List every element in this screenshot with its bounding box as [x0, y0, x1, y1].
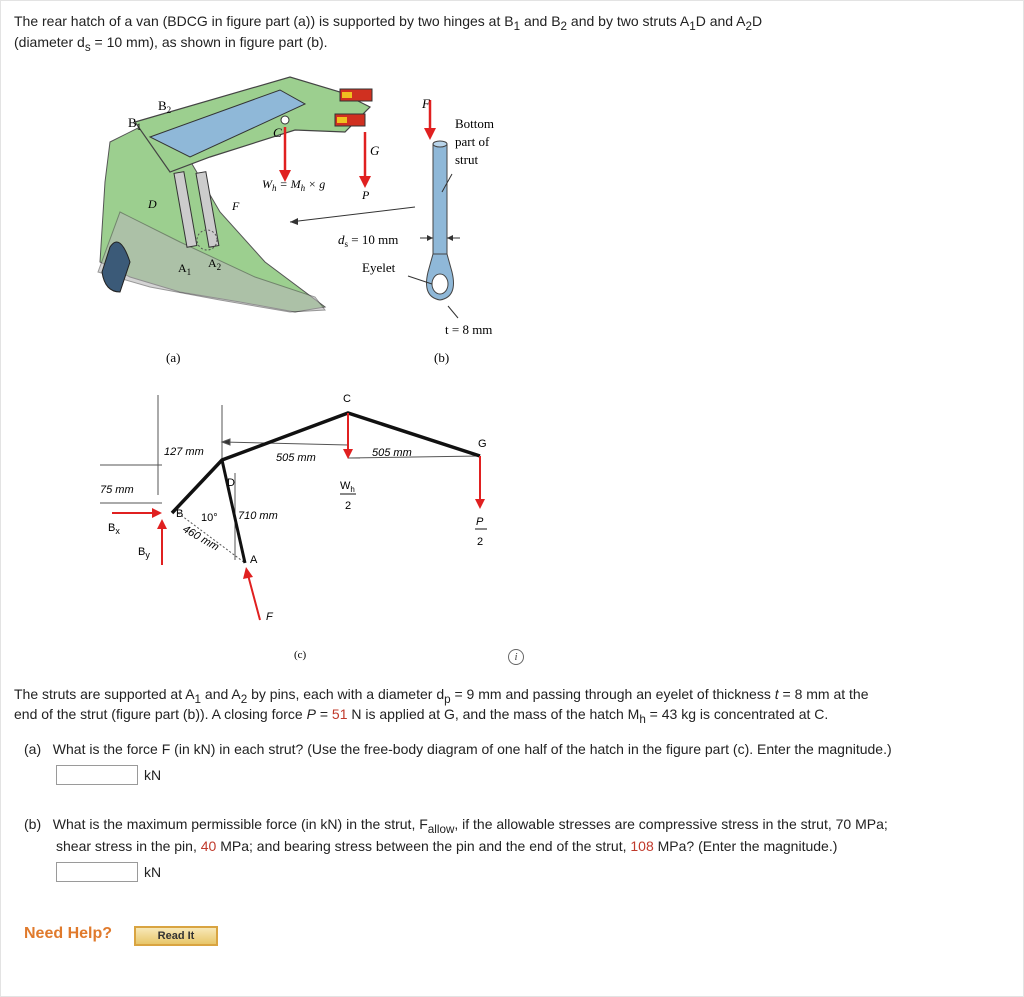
label-a2: $A_2$: [208, 256, 222, 272]
bearing-value: 108: [630, 838, 654, 854]
label-weight: $W_h = M_h \times g$: [262, 177, 326, 193]
strut-label-3: strut: [455, 152, 479, 167]
answer-b-unit: kN: [144, 864, 162, 880]
label-ds: $d_s = 10$ mm: [338, 232, 399, 249]
dim-75: 75 mm: [100, 484, 134, 496]
dim-710: 710 mm: [238, 510, 278, 522]
label-p-den: 2: [477, 536, 484, 548]
fbd-label-d: D: [227, 477, 235, 489]
figure-a-b: [90, 62, 530, 372]
label-p-half: P: [476, 516, 484, 528]
fbd-label-g: G: [478, 438, 487, 450]
label-eyelet: Eyelet: [362, 260, 396, 275]
van-illustration: [98, 77, 372, 312]
label-bx: $B_x$: [108, 522, 120, 536]
answer-b-row: [56, 862, 161, 882]
label-a1: $A_1$: [178, 261, 192, 277]
label-b1: $B_1$: [128, 115, 142, 132]
label-thickness: t = 8 mm: [445, 322, 493, 337]
answer-a-unit: kN: [144, 767, 162, 783]
answer-b-input[interactable]: [56, 862, 138, 882]
intro-line-1: The rear hatch of a van (BDCG in figure part (a)) is supported by two hinges at $B_1$ and $B_2$ and by two struts $A_1D$ and $A_2D$: [14, 13, 763, 33]
question-b-line-2: shear stress in the pin, 40 MPa; and bearing stress between the pin and the end of the strut, 108 MPa? (Enter the magnitude.): [56, 838, 838, 854]
dim-127: 127 mm: [164, 446, 204, 458]
question-a: (a) What is the force F (in kN) in each strut? (Use the free-body diagram of one half of the hatch in the figure part (c). Enter the magnitude.): [24, 741, 892, 757]
caption-c: (c): [294, 649, 307, 661]
label-wh-den: 2: [345, 500, 352, 512]
fbd-label-c: C: [343, 393, 351, 405]
info-icon[interactable]: i: [508, 649, 524, 665]
label-b2: $B_2$: [158, 98, 172, 115]
label-d: D: [148, 197, 157, 211]
answer-a-input[interactable]: [56, 765, 138, 785]
read-it-button[interactable]: Read It: [134, 926, 218, 946]
intro-line-2: (diameter $d_s = 10$ mm), as shown in figure part (b).: [14, 34, 328, 54]
label-wh: $W_h$: [340, 480, 355, 494]
figure-c-fbd: [100, 385, 520, 670]
fbd-label-f: F: [266, 611, 273, 623]
label-g: G: [370, 143, 380, 158]
caption-b: (b): [434, 350, 450, 365]
fbd-label-a: A: [250, 554, 258, 566]
fbd-label-b: B: [176, 508, 184, 520]
label-f-b: F: [422, 96, 430, 111]
strut-illustration: [290, 100, 460, 318]
strut-label-2: part of: [455, 134, 490, 149]
shear-value: 40: [200, 838, 217, 854]
label-c: C: [273, 125, 282, 140]
caption-a: (a): [166, 350, 181, 365]
need-help-label: Need Help?: [24, 925, 113, 942]
question-b-line-1: (b) What is the maximum permissible force (in kN) in the strut, $F_{allow}$, if the allowable stresses are compressive stress in the strut, 70 MPa;: [24, 816, 888, 836]
answer-a-row: [56, 765, 161, 785]
p-value: 51: [331, 706, 348, 722]
dim-505-b: 505 mm: [372, 447, 412, 459]
label-p-a: P: [362, 188, 370, 202]
strut-label-1: Bottom: [455, 116, 495, 131]
label-by: $B_y$: [138, 546, 150, 560]
dim-460: 460 mm: [180, 523, 221, 554]
label-f-a: F: [232, 199, 240, 213]
dim-505-a: 505 mm: [276, 452, 316, 464]
body-line-1: The struts are supported at $A_1$ and $A_2$ by pins, each with a diameter $d_p = 9$ mm and passing through an eyelet of thickness t = 8 mm at the: [14, 686, 869, 706]
body-line-2: end of the strut (figure part (b)). A closing force P = 51 N is applied at G, and the mass of the hatch $M_h = 43$ kg is concentrated at C.: [14, 706, 829, 726]
angle-label: 10°: [201, 512, 218, 524]
